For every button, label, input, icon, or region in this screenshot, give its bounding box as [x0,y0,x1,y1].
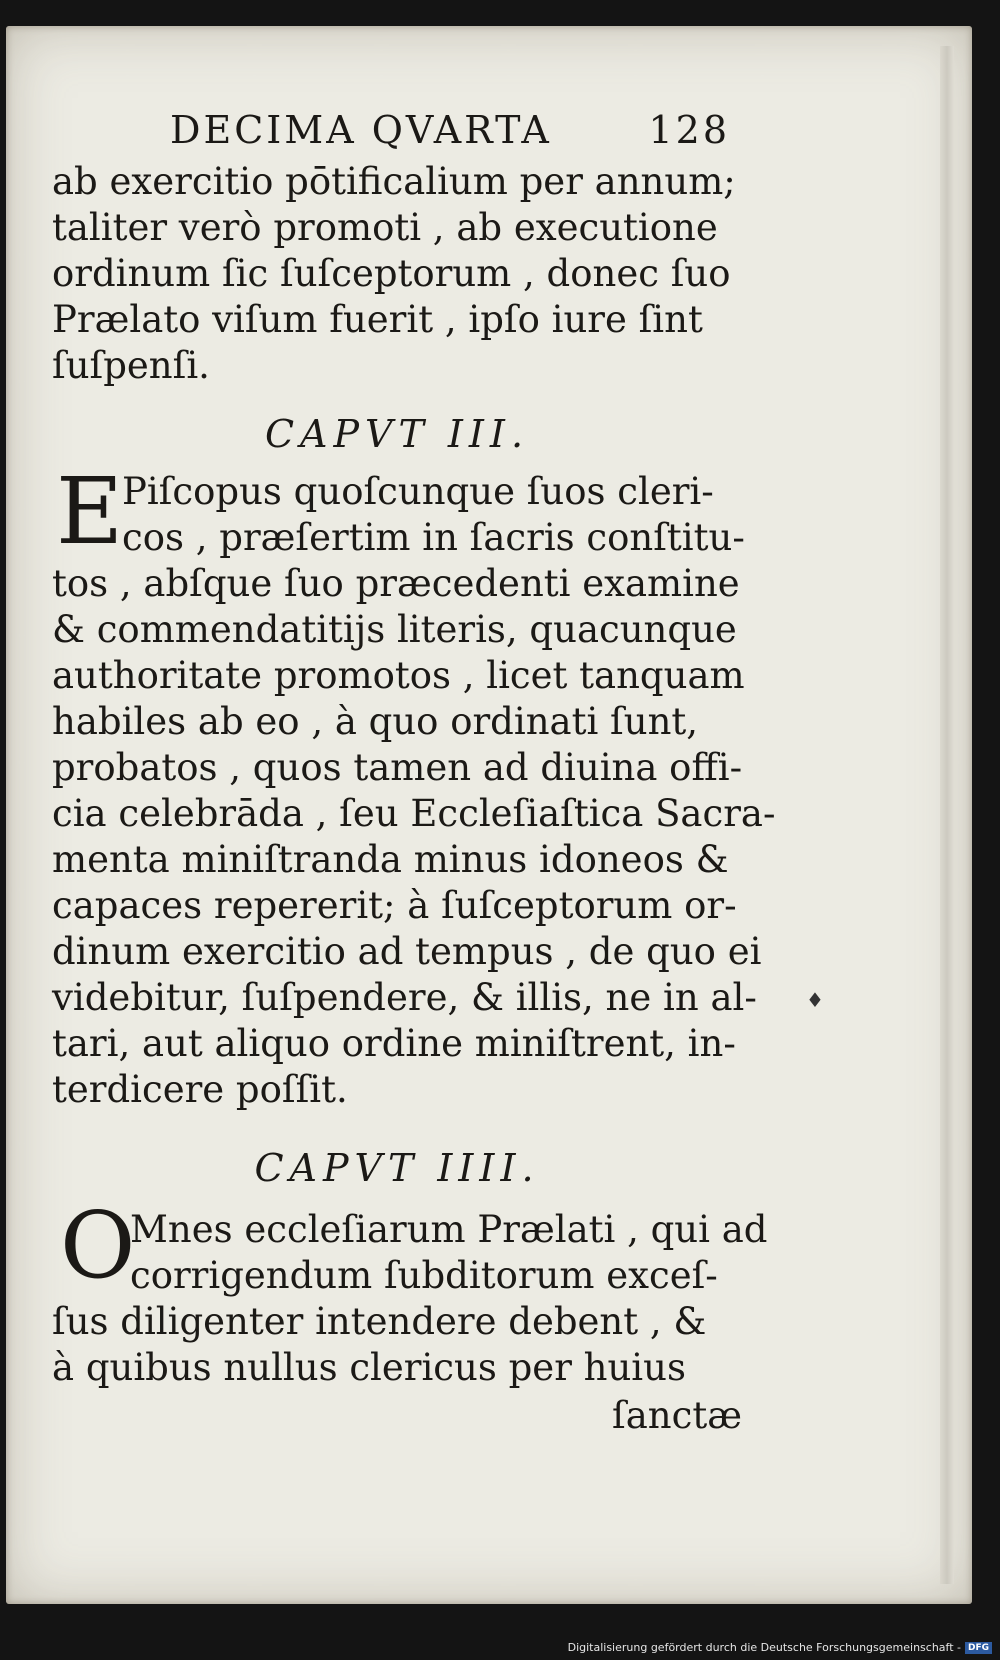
catchword: ſanctæ [612,1394,742,1437]
footer-bar [0,1634,1000,1660]
text-line: cos , præſertim in ſacris conſtitu- [122,516,745,559]
text-line: cia celebrāda , ſeu Eccleſiaſtica Sacra- [52,792,776,835]
text-line: menta miniſtranda minus idoneos & [52,838,729,881]
page-number: 128 [648,108,730,152]
text-line: capaces repererit; à ſuſceptorum or- [52,884,737,927]
running-title: DECIMA QVARTA [170,108,552,152]
drop-cap: O [60,1192,136,1299]
text-line: authoritate promotos , licet tanquam [52,654,745,697]
text-line: & commendatitijs literis, quacunque [52,608,737,651]
text-line: ab exercitio pōtificalium per annum; [52,160,736,203]
drop-cap: E [56,458,124,565]
text-line: ſus diligenter intendere debent , & [52,1300,707,1343]
margin-mark: ♦ [806,988,824,1012]
text-line: terdicere poſſit. [52,1068,348,1111]
text-line: à quibus nullus clericus per huius [52,1346,686,1389]
text-line: tari, aut aliquo ordine miniſtrent, in- [52,1022,736,1065]
text-line: dinum exercitio ad tempus , de quo ei [52,930,762,973]
text-line: habiles ab eo , à quo ordinati ſunt, [52,700,699,743]
chapter-heading: CAPVT III. [264,412,530,456]
chapter-heading: CAPVT IIII. [254,1146,540,1190]
text-line: Prælato viſum fuerit , ipſo iure ſint [52,298,703,341]
text-line: taliter verò promoti , ab executione [52,206,718,249]
text-line: videbitur, ſuſpendere, & illis, ne in al- [52,976,757,1019]
digitization-credit [568,1641,992,1654]
text-line: ordinum ſic ſuſceptorum , donec ſuo [52,252,731,295]
dfg-logo: DFG [965,1642,992,1654]
text-line: Piſcopus quoſcunque ſuos cleri- [122,470,714,513]
credit-text: Digitalisierung gefördert durch die Deutsche Forschungsgemeinschaft - [567,1641,961,1654]
text-line: Mnes eccleſiarum Prælati , qui ad [130,1208,768,1251]
text-line: probatos , quos tamen ad diuina offi- [52,746,743,789]
text-line: ſuſpenſi. [52,344,210,387]
text-line: corrigendum ſubditorum exceſ- [130,1254,718,1297]
text-line: tos , abſque ſuo præcedenti examine [52,562,740,605]
